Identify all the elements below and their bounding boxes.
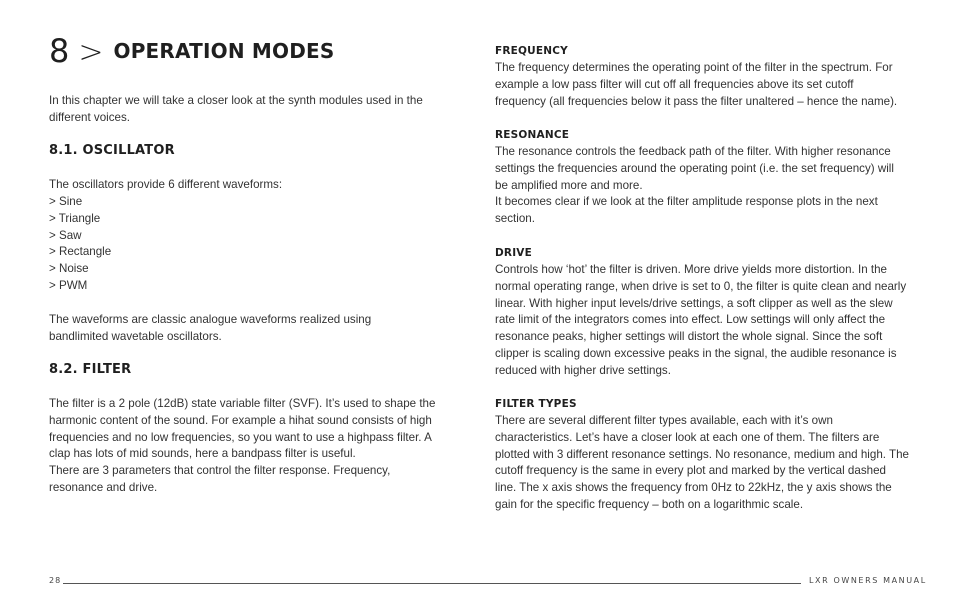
resonance-heading: RESONANCE bbox=[495, 129, 570, 141]
list-item: > Triangle bbox=[49, 211, 101, 225]
list-item: > Sine bbox=[49, 195, 83, 208]
page-number: 28 bbox=[49, 576, 62, 585]
frequency-text: The frequency determines the operating point of the filter in the spectrum. For example a low pass filter will cut off all frequencies above its set cutoff frequency (all frequencies below it pass the filter unaltered – hence the name). bbox=[495, 61, 898, 108]
filter-types-heading: FILTER TYPES bbox=[495, 398, 577, 410]
drive-heading: DRIVE bbox=[495, 247, 533, 259]
resonance-text-1: The resonance controls the feedback path of the filter. With higher resonance settings the frequencies around the operating point (i.e. the set frequency) will be amplified more and more. bbox=[495, 145, 894, 192]
manual-title: LXR OWNERS MANUAL bbox=[809, 576, 927, 585]
filter-paragraph-1: The filter is a 2 pole (12dB) state variable filter (SVF). It’s used to shape the harmonic content of the sound. For example a hihat sound consists of high frequencies and no low frequencies, so you want to use a highpass filter. A clap has lots of mid sounds, here a bandpass filter is useful. bbox=[49, 397, 436, 461]
filter-heading: 8.2. FILTER bbox=[49, 362, 132, 377]
oscillator-heading: 8.1. OSCILLATOR bbox=[49, 143, 175, 158]
footer-divider bbox=[63, 583, 801, 584]
list-item: > Rectangle bbox=[49, 245, 112, 259]
drive-text: Controls how ‘hot’ the filter is driven. More drive yields more distortion. In the normal operating range, when drive is set to 0, the filter is quite clean and nearly linear. With higher input levels/drive settings, a soft clipper as well as the slew rate limit of the integrators comes into effect. Low settings will only affect the resonance peaks, higher settings will distort the whole signal. Since the soft clipper is scaling down excessive peaks in the signal, the audible resonance is reduced with higher drive settings. bbox=[495, 263, 907, 377]
chapter-title: OPERATION MODES bbox=[113, 39, 335, 63]
chapter-arrow-icon: > bbox=[78, 35, 104, 70]
waveform-list bbox=[49, 194, 111, 295]
chapter-heading bbox=[49, 32, 335, 70]
oscillator-note: The waveforms are classic analogue waveforms realized using bandlimited wavetable oscillators. bbox=[49, 313, 372, 343]
resonance-text-2: It becomes clear if we look at the filter amplitude response plots in the next section. bbox=[495, 195, 878, 225]
filter-paragraph-2: There are 3 parameters that control the filter response. Frequency, resonance and drive. bbox=[49, 464, 391, 494]
filter-types-text: There are several different filter types available, each with it’s own characteristics. Let’s have a closer look at each one of them. The filters are plotted with 3 different resonance settings. No resonance, medium and high. The cutoff frequency is the same in every plot and marked by the vertical dashed line. The x axis shows the frequency from 0Hz to 22kHz, the y axis shows the gain for the specific frequency – both on a logarithmic scale. bbox=[495, 414, 909, 511]
list-item: > Noise bbox=[49, 262, 89, 276]
intro-paragraph: In this chapter we will take a closer look at the synth modules used in the different voices. bbox=[49, 94, 423, 124]
frequency-heading: FREQUENCY bbox=[495, 45, 568, 57]
list-item: > PWM bbox=[49, 278, 88, 292]
oscillator-lead: The oscillators provide 6 different waveforms: bbox=[49, 178, 283, 191]
chapter-number: 8 bbox=[49, 32, 71, 70]
list-item: > Saw bbox=[49, 228, 82, 242]
